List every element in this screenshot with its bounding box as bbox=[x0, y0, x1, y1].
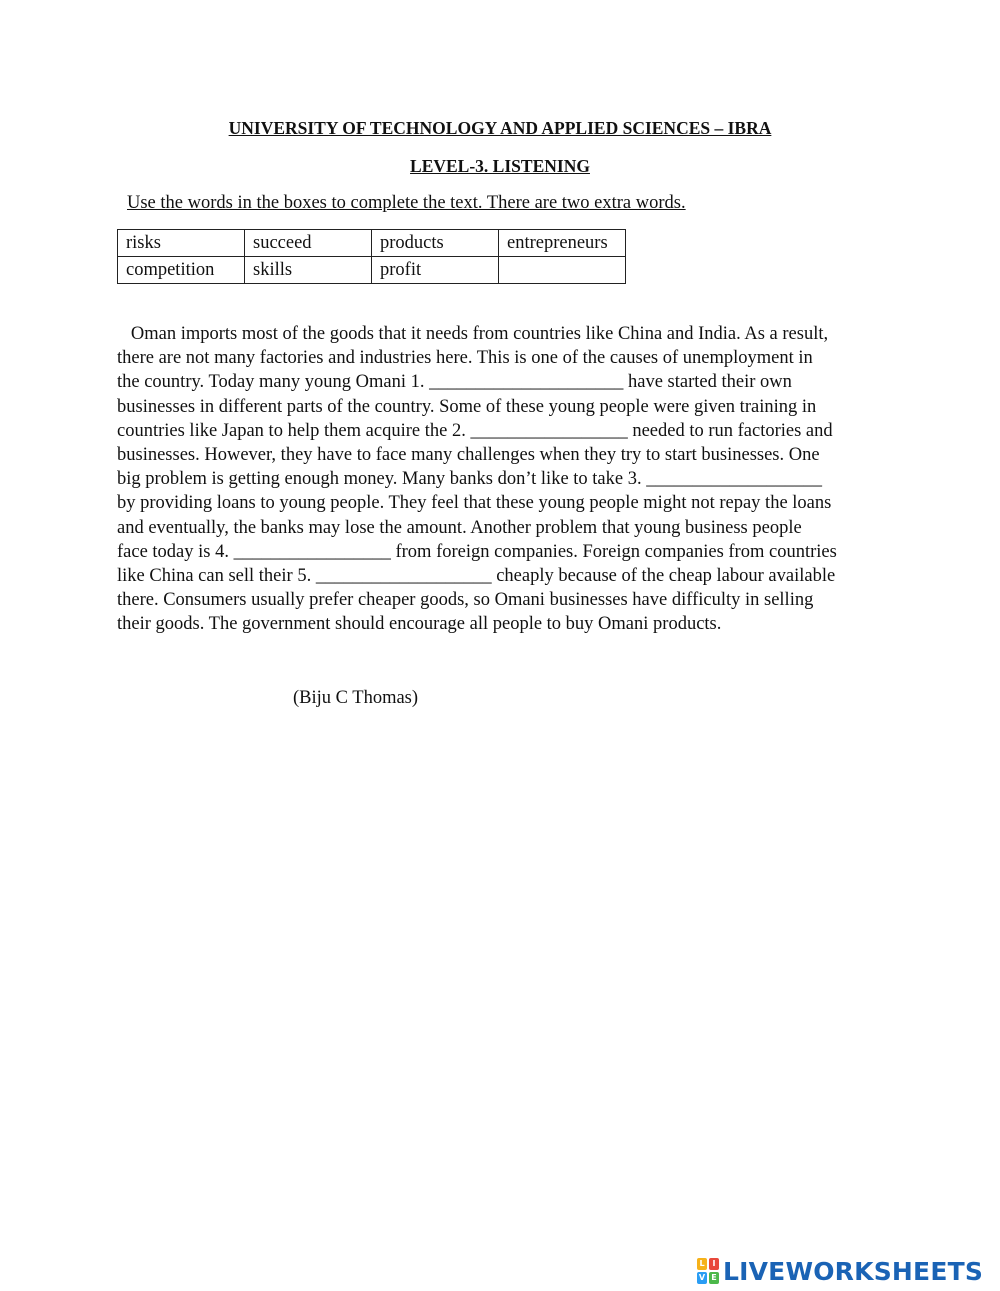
logo-letter-e: E bbox=[709, 1272, 719, 1284]
word-box-cell: succeed bbox=[245, 230, 372, 257]
passage-line: the country. Today many young Omani 1. _____________________ have started their own bbox=[117, 372, 792, 393]
word-box-cell bbox=[499, 257, 626, 284]
word-box-row bbox=[118, 257, 626, 284]
author-credit: (Biju C Thomas) bbox=[293, 688, 419, 708]
instructions: Use the words in the boxes to complete the text. There are two extra words. bbox=[127, 193, 686, 213]
university-title: UNIVERSITY OF TECHNOLOGY AND APPLIED SCIENCES – IBRA bbox=[228, 118, 772, 138]
word-box-cell: skills bbox=[245, 257, 372, 284]
word-box-row bbox=[118, 230, 626, 257]
passage-line: countries like Japan to help them acquire the 2. _________________ needed to run factories and bbox=[117, 420, 833, 441]
logo-letter-v: V bbox=[698, 1273, 706, 1282]
passage-line: Oman imports most of the goods that it needs from countries like China and India. As a result, bbox=[117, 324, 829, 344]
passage-line: face today is 4. _________________ from foreign companies. Foreign companies from countries bbox=[117, 541, 837, 562]
passage-line: businesses in different parts of the country. Some of these young people were given training in bbox=[117, 396, 817, 417]
passage-line: big problem is getting enough money. Many banks don’t like to take 3. ___________________ bbox=[117, 469, 822, 490]
passage-line: businesses. However, they have to face many challenges when they try to start businesses. One bbox=[117, 445, 820, 466]
logo-letter-l: L bbox=[697, 1258, 707, 1270]
liveworksheets-logo-text: LIVEWORKSHEETS bbox=[723, 1256, 984, 1286]
passage-line: there. Consumers usually prefer cheaper goods, so Omani businesses have difficulty in selling bbox=[117, 590, 814, 611]
liveworksheets-logo-icon bbox=[697, 1258, 719, 1284]
passage-line: and eventually, the banks may lose the amount. Another problem that young business people bbox=[117, 517, 802, 538]
passage-line: like China can sell their 5. ___________________ cheaply because of the cheap labour available bbox=[117, 566, 836, 587]
passage-line: by providing loans to young people. They feel that these young people might not repay the loans bbox=[117, 493, 832, 514]
word-box-cell: competition bbox=[118, 257, 245, 284]
passage-line: there are not many factories and industries here. This is one of the causes of unemployment in bbox=[117, 348, 813, 369]
word-box-cell: entrepreneurs bbox=[499, 230, 626, 257]
passage-text bbox=[117, 322, 889, 637]
level-title: LEVEL-3. LISTENING bbox=[410, 156, 590, 176]
word-box-cell: profit bbox=[372, 257, 499, 284]
passage-line: their goods. The government should encourage all people to buy Omani products. bbox=[117, 614, 722, 635]
word-box-cell: risks bbox=[118, 230, 245, 257]
word-box-cell: products bbox=[372, 230, 499, 257]
liveworksheets-logo[interactable] bbox=[697, 1256, 983, 1286]
logo-letter-i: I bbox=[709, 1258, 719, 1270]
word-box-table bbox=[117, 229, 626, 284]
